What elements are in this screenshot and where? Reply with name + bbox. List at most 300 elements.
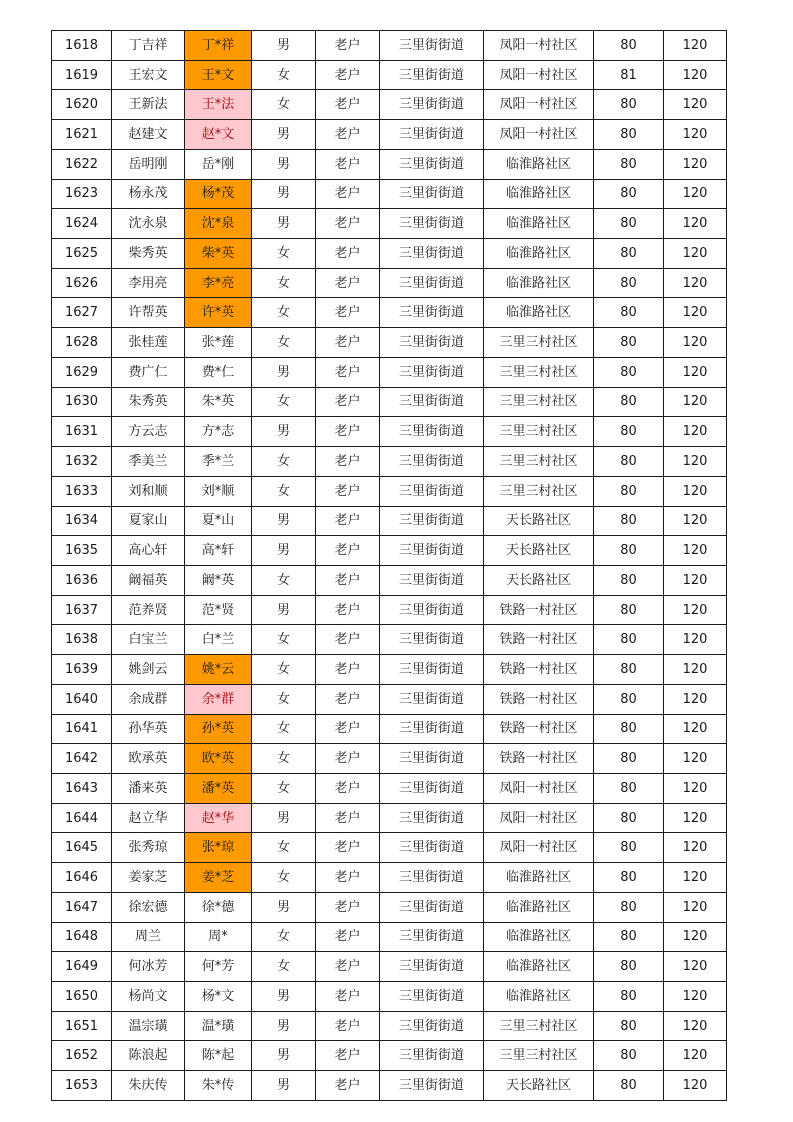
cell-street: 三里街街道 — [380, 90, 484, 120]
cell-number: 1642 — [52, 744, 112, 774]
cell-gender: 男 — [252, 357, 316, 387]
cell-age: 80 — [594, 595, 664, 625]
cell-age: 80 — [594, 506, 664, 536]
cell-gender: 女 — [252, 476, 316, 506]
cell-amount: 120 — [664, 892, 727, 922]
cell-street: 三里街街道 — [380, 744, 484, 774]
cell-amount: 120 — [664, 982, 727, 1012]
cell-household-type: 老户 — [316, 773, 380, 803]
cell-street: 三里街街道 — [380, 803, 484, 833]
cell-street: 三里街街道 — [380, 1011, 484, 1041]
cell-street: 三里街街道 — [380, 655, 484, 685]
cell-gender: 男 — [252, 179, 316, 209]
cell-masked-name: 夏*山 — [185, 506, 252, 536]
cell-masked-name: 余*群 — [185, 684, 252, 714]
cell-street: 三里街街道 — [380, 60, 484, 90]
cell-household-type: 老户 — [316, 1011, 380, 1041]
cell-amount: 120 — [664, 298, 727, 328]
cell-community: 临淮路社区 — [484, 892, 594, 922]
cell-masked-name: 潘*英 — [185, 773, 252, 803]
cell-masked-name: 徐*德 — [185, 892, 252, 922]
cell-age: 80 — [594, 833, 664, 863]
cell-gender: 女 — [252, 655, 316, 685]
cell-age: 80 — [594, 892, 664, 922]
cell-age: 80 — [594, 298, 664, 328]
cell-number: 1619 — [52, 60, 112, 90]
cell-age: 80 — [594, 625, 664, 655]
cell-amount: 120 — [664, 476, 727, 506]
cell-amount: 120 — [664, 565, 727, 595]
cell-street: 三里街街道 — [380, 922, 484, 952]
cell-amount: 120 — [664, 863, 727, 893]
cell-amount: 120 — [664, 803, 727, 833]
cell-community: 临淮路社区 — [484, 239, 594, 269]
cell-full-name: 朱庆传 — [112, 1071, 185, 1101]
cell-street: 三里街街道 — [380, 1071, 484, 1101]
cell-gender: 女 — [252, 684, 316, 714]
cell-community: 临淮路社区 — [484, 863, 594, 893]
cell-household-type: 老户 — [316, 833, 380, 863]
cell-age: 80 — [594, 536, 664, 566]
cell-household-type: 老户 — [316, 90, 380, 120]
cell-amount: 120 — [664, 833, 727, 863]
cell-street: 三里街街道 — [380, 268, 484, 298]
cell-masked-name: 杨*茂 — [185, 179, 252, 209]
cell-household-type: 老户 — [316, 655, 380, 685]
cell-age: 80 — [594, 268, 664, 298]
table-row — [52, 31, 727, 61]
cell-full-name: 白宝兰 — [112, 625, 185, 655]
cell-street: 三里街街道 — [380, 1041, 484, 1071]
cell-amount: 120 — [664, 684, 727, 714]
table-row — [52, 298, 727, 328]
cell-gender: 男 — [252, 120, 316, 150]
cell-amount: 120 — [664, 60, 727, 90]
cell-full-name: 姜家芝 — [112, 863, 185, 893]
cell-number: 1633 — [52, 476, 112, 506]
cell-age: 80 — [594, 90, 664, 120]
cell-household-type: 老户 — [316, 387, 380, 417]
cell-gender: 男 — [252, 31, 316, 61]
cell-street: 三里街街道 — [380, 476, 484, 506]
cell-street: 三里街街道 — [380, 31, 484, 61]
cell-gender: 女 — [252, 952, 316, 982]
cell-full-name: 阚福英 — [112, 565, 185, 595]
cell-gender: 男 — [252, 892, 316, 922]
cell-community: 三里三村社区 — [484, 357, 594, 387]
cell-masked-name: 姜*芝 — [185, 863, 252, 893]
cell-community: 三里三村社区 — [484, 476, 594, 506]
cell-full-name: 潘来英 — [112, 773, 185, 803]
cell-full-name: 赵立华 — [112, 803, 185, 833]
cell-community: 凤阳一村社区 — [484, 803, 594, 833]
cell-age: 80 — [594, 1041, 664, 1071]
cell-street: 三里街街道 — [380, 209, 484, 239]
cell-household-type: 老户 — [316, 417, 380, 447]
cell-masked-name: 张*莲 — [185, 328, 252, 358]
cell-gender: 男 — [252, 209, 316, 239]
cell-full-name: 刘和顺 — [112, 476, 185, 506]
cell-full-name: 许帮英 — [112, 298, 185, 328]
table-row — [52, 417, 727, 447]
cell-gender: 男 — [252, 982, 316, 1012]
cell-amount: 120 — [664, 625, 727, 655]
cell-gender: 女 — [252, 239, 316, 269]
table-row — [52, 1071, 727, 1101]
cell-community: 凤阳一村社区 — [484, 120, 594, 150]
table-row — [52, 1011, 727, 1041]
cell-age: 80 — [594, 714, 664, 744]
cell-age: 80 — [594, 982, 664, 1012]
cell-full-name: 杨永茂 — [112, 179, 185, 209]
cell-age: 80 — [594, 239, 664, 269]
cell-masked-name: 刘*顺 — [185, 476, 252, 506]
cell-household-type: 老户 — [316, 922, 380, 952]
cell-gender: 男 — [252, 595, 316, 625]
cell-age: 80 — [594, 328, 664, 358]
table-row — [52, 952, 727, 982]
cell-street: 三里街街道 — [380, 447, 484, 477]
cell-masked-name: 高*轩 — [185, 536, 252, 566]
table-row — [52, 447, 727, 477]
cell-full-name: 方云志 — [112, 417, 185, 447]
cell-masked-name: 白*兰 — [185, 625, 252, 655]
cell-community: 临淮路社区 — [484, 922, 594, 952]
table-row — [52, 209, 727, 239]
table-row — [52, 506, 727, 536]
cell-number: 1645 — [52, 833, 112, 863]
cell-full-name: 孙华英 — [112, 714, 185, 744]
cell-gender: 男 — [252, 1011, 316, 1041]
cell-gender: 女 — [252, 714, 316, 744]
table-row — [52, 833, 727, 863]
cell-age: 80 — [594, 863, 664, 893]
cell-masked-name: 李*亮 — [185, 268, 252, 298]
cell-number: 1635 — [52, 536, 112, 566]
cell-street: 三里街街道 — [380, 892, 484, 922]
cell-community: 凤阳一村社区 — [484, 60, 594, 90]
cell-number: 1652 — [52, 1041, 112, 1071]
cell-household-type: 老户 — [316, 447, 380, 477]
cell-household-type: 老户 — [316, 239, 380, 269]
cell-number: 1624 — [52, 209, 112, 239]
cell-household-type: 老户 — [316, 625, 380, 655]
cell-amount: 120 — [664, 1011, 727, 1041]
cell-age: 80 — [594, 655, 664, 685]
cell-community: 临淮路社区 — [484, 298, 594, 328]
cell-age: 80 — [594, 387, 664, 417]
cell-masked-name: 朱*英 — [185, 387, 252, 417]
cell-gender: 男 — [252, 417, 316, 447]
cell-street: 三里街街道 — [380, 595, 484, 625]
cell-household-type: 老户 — [316, 952, 380, 982]
cell-full-name: 张桂莲 — [112, 328, 185, 358]
cell-community: 天长路社区 — [484, 565, 594, 595]
cell-gender: 女 — [252, 833, 316, 863]
table-row — [52, 120, 727, 150]
cell-street: 三里街街道 — [380, 714, 484, 744]
cell-number: 1628 — [52, 328, 112, 358]
table-row — [52, 625, 727, 655]
cell-age: 80 — [594, 684, 664, 714]
cell-number: 1646 — [52, 863, 112, 893]
cell-gender: 男 — [252, 1041, 316, 1071]
cell-age: 80 — [594, 1011, 664, 1041]
cell-community: 凤阳一村社区 — [484, 31, 594, 61]
cell-street: 三里街街道 — [380, 536, 484, 566]
cell-masked-name: 孙*英 — [185, 714, 252, 744]
cell-community: 临淮路社区 — [484, 179, 594, 209]
cell-gender: 女 — [252, 298, 316, 328]
cell-number: 1640 — [52, 684, 112, 714]
cell-masked-name: 季*兰 — [185, 447, 252, 477]
cell-amount: 120 — [664, 328, 727, 358]
table-row — [52, 90, 727, 120]
cell-masked-name: 许*英 — [185, 298, 252, 328]
table-row — [52, 328, 727, 358]
table-row — [52, 714, 727, 744]
cell-community: 铁路一村社区 — [484, 655, 594, 685]
cell-masked-name: 温*璜 — [185, 1011, 252, 1041]
table-row — [52, 565, 727, 595]
table-row — [52, 773, 727, 803]
cell-gender: 女 — [252, 744, 316, 774]
cell-age: 80 — [594, 209, 664, 239]
cell-amount: 120 — [664, 595, 727, 625]
table-row — [52, 268, 727, 298]
cell-full-name: 沈永泉 — [112, 209, 185, 239]
cell-number: 1644 — [52, 803, 112, 833]
cell-amount: 120 — [664, 744, 727, 774]
cell-masked-name: 丁*祥 — [185, 31, 252, 61]
cell-household-type: 老户 — [316, 60, 380, 90]
cell-full-name: 周兰 — [112, 922, 185, 952]
cell-age: 80 — [594, 773, 664, 803]
cell-gender: 男 — [252, 506, 316, 536]
cell-community: 三里三村社区 — [484, 387, 594, 417]
cell-street: 三里街街道 — [380, 863, 484, 893]
cell-community: 铁路一村社区 — [484, 684, 594, 714]
cell-amount: 120 — [664, 1041, 727, 1071]
cell-amount: 120 — [664, 239, 727, 269]
cell-gender: 女 — [252, 268, 316, 298]
cell-masked-name: 范*贤 — [185, 595, 252, 625]
cell-age: 80 — [594, 922, 664, 952]
table-row — [52, 60, 727, 90]
cell-household-type: 老户 — [316, 179, 380, 209]
cell-street: 三里街街道 — [380, 239, 484, 269]
cell-community: 天长路社区 — [484, 1071, 594, 1101]
roster-table — [51, 30, 727, 1101]
cell-gender: 女 — [252, 60, 316, 90]
cell-full-name: 夏家山 — [112, 506, 185, 536]
cell-household-type: 老户 — [316, 31, 380, 61]
cell-full-name: 朱秀英 — [112, 387, 185, 417]
cell-number: 1623 — [52, 179, 112, 209]
cell-full-name: 张秀琼 — [112, 833, 185, 863]
cell-street: 三里街街道 — [380, 149, 484, 179]
cell-number: 1648 — [52, 922, 112, 952]
cell-street: 三里街街道 — [380, 773, 484, 803]
cell-gender: 女 — [252, 328, 316, 358]
table-row — [52, 922, 727, 952]
cell-street: 三里街街道 — [380, 833, 484, 863]
cell-full-name: 何冰芳 — [112, 952, 185, 982]
cell-masked-name: 赵*文 — [185, 120, 252, 150]
table-row — [52, 1041, 727, 1071]
cell-community: 临淮路社区 — [484, 268, 594, 298]
cell-full-name: 李用亮 — [112, 268, 185, 298]
cell-street: 三里街街道 — [380, 179, 484, 209]
cell-household-type: 老户 — [316, 506, 380, 536]
cell-amount: 120 — [664, 209, 727, 239]
cell-age: 80 — [594, 447, 664, 477]
cell-number: 1631 — [52, 417, 112, 447]
cell-number: 1621 — [52, 120, 112, 150]
cell-masked-name: 沈*泉 — [185, 209, 252, 239]
cell-full-name: 费广仁 — [112, 357, 185, 387]
cell-age: 80 — [594, 357, 664, 387]
cell-community: 铁路一村社区 — [484, 714, 594, 744]
cell-number: 1647 — [52, 892, 112, 922]
cell-number: 1641 — [52, 714, 112, 744]
cell-amount: 120 — [664, 922, 727, 952]
cell-amount: 120 — [664, 1071, 727, 1101]
cell-gender: 女 — [252, 447, 316, 477]
cell-community: 铁路一村社区 — [484, 744, 594, 774]
cell-masked-name: 柴*英 — [185, 239, 252, 269]
cell-household-type: 老户 — [316, 595, 380, 625]
cell-full-name: 高心轩 — [112, 536, 185, 566]
table-row — [52, 149, 727, 179]
cell-full-name: 季美兰 — [112, 447, 185, 477]
cell-street: 三里街街道 — [380, 952, 484, 982]
cell-number: 1630 — [52, 387, 112, 417]
table-row — [52, 357, 727, 387]
table-row — [52, 239, 727, 269]
cell-amount: 120 — [664, 417, 727, 447]
cell-number: 1651 — [52, 1011, 112, 1041]
cell-amount: 120 — [664, 447, 727, 477]
table-row — [52, 595, 727, 625]
cell-household-type: 老户 — [316, 744, 380, 774]
cell-street: 三里街街道 — [380, 625, 484, 655]
cell-full-name: 王新法 — [112, 90, 185, 120]
cell-household-type: 老户 — [316, 536, 380, 566]
cell-masked-name: 周* — [185, 922, 252, 952]
cell-gender: 男 — [252, 803, 316, 833]
cell-number: 1643 — [52, 773, 112, 803]
cell-household-type: 老户 — [316, 565, 380, 595]
cell-full-name: 范养贤 — [112, 595, 185, 625]
cell-street: 三里街街道 — [380, 982, 484, 1012]
cell-age: 80 — [594, 952, 664, 982]
cell-gender: 女 — [252, 387, 316, 417]
cell-number: 1622 — [52, 149, 112, 179]
cell-masked-name: 何*芳 — [185, 952, 252, 982]
table-row — [52, 803, 727, 833]
cell-amount: 120 — [664, 536, 727, 566]
cell-community: 铁路一村社区 — [484, 625, 594, 655]
cell-household-type: 老户 — [316, 1041, 380, 1071]
cell-masked-name: 陈*起 — [185, 1041, 252, 1071]
cell-number: 1620 — [52, 90, 112, 120]
cell-number: 1649 — [52, 952, 112, 982]
cell-community: 临淮路社区 — [484, 149, 594, 179]
cell-number: 1653 — [52, 1071, 112, 1101]
cell-amount: 120 — [664, 90, 727, 120]
cell-household-type: 老户 — [316, 803, 380, 833]
cell-full-name: 丁吉祥 — [112, 31, 185, 61]
cell-full-name: 余成群 — [112, 684, 185, 714]
cell-gender: 女 — [252, 863, 316, 893]
cell-household-type: 老户 — [316, 149, 380, 179]
cell-number: 1626 — [52, 268, 112, 298]
cell-number: 1639 — [52, 655, 112, 685]
cell-gender: 女 — [252, 565, 316, 595]
cell-masked-name: 朱*传 — [185, 1071, 252, 1101]
cell-number: 1634 — [52, 506, 112, 536]
cell-street: 三里街街道 — [380, 387, 484, 417]
cell-household-type: 老户 — [316, 476, 380, 506]
cell-number: 1638 — [52, 625, 112, 655]
cell-community: 三里三村社区 — [484, 1041, 594, 1071]
roster-body — [52, 31, 727, 1101]
cell-masked-name: 赵*华 — [185, 803, 252, 833]
table-row — [52, 684, 727, 714]
cell-gender: 女 — [252, 90, 316, 120]
cell-street: 三里街街道 — [380, 298, 484, 328]
cell-age: 80 — [594, 476, 664, 506]
cell-amount: 120 — [664, 120, 727, 150]
cell-age: 80 — [594, 803, 664, 833]
cell-community: 铁路一村社区 — [484, 595, 594, 625]
table-row — [52, 179, 727, 209]
cell-number: 1627 — [52, 298, 112, 328]
cell-masked-name: 方*志 — [185, 417, 252, 447]
cell-full-name: 徐宏德 — [112, 892, 185, 922]
cell-age: 80 — [594, 31, 664, 61]
cell-gender: 女 — [252, 625, 316, 655]
cell-masked-name: 张*琼 — [185, 833, 252, 863]
cell-household-type: 老户 — [316, 357, 380, 387]
cell-household-type: 老户 — [316, 714, 380, 744]
cell-street: 三里街街道 — [380, 506, 484, 536]
cell-age: 80 — [594, 179, 664, 209]
cell-household-type: 老户 — [316, 328, 380, 358]
cell-community: 三里三村社区 — [484, 328, 594, 358]
cell-street: 三里街街道 — [380, 328, 484, 358]
table-row — [52, 387, 727, 417]
cell-community: 天长路社区 — [484, 506, 594, 536]
cell-amount: 120 — [664, 773, 727, 803]
cell-number: 1650 — [52, 982, 112, 1012]
cell-masked-name: 费*仁 — [185, 357, 252, 387]
cell-gender: 男 — [252, 536, 316, 566]
cell-amount: 120 — [664, 357, 727, 387]
cell-masked-name: 姚*云 — [185, 655, 252, 685]
cell-age: 80 — [594, 417, 664, 447]
cell-community: 三里三村社区 — [484, 1011, 594, 1041]
cell-full-name: 温宗璜 — [112, 1011, 185, 1041]
cell-number: 1618 — [52, 31, 112, 61]
cell-amount: 120 — [664, 268, 727, 298]
cell-community: 临淮路社区 — [484, 209, 594, 239]
cell-amount: 120 — [664, 149, 727, 179]
table-row — [52, 476, 727, 506]
cell-gender: 男 — [252, 149, 316, 179]
cell-masked-name: 岳*刚 — [185, 149, 252, 179]
